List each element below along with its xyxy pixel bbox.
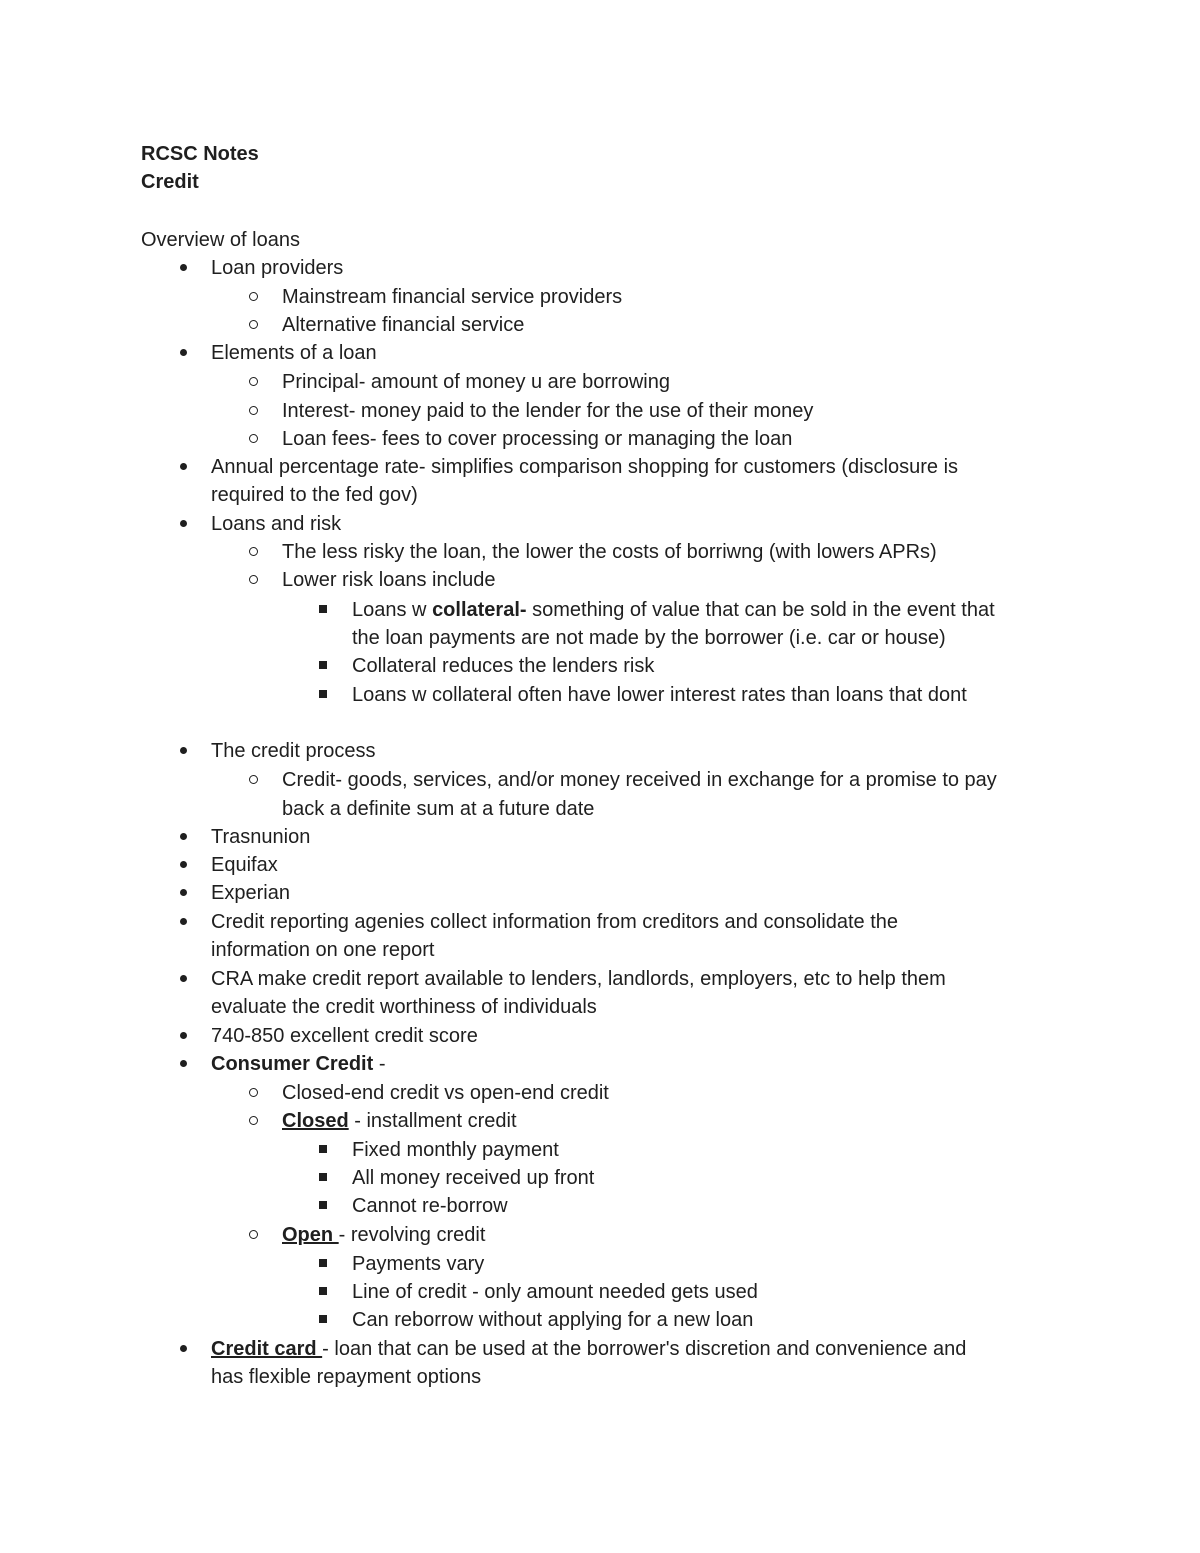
bullet-dot-icon [173,254,193,282]
bullet-dot-icon [173,879,193,907]
bullet-circle-icon [243,368,263,396]
bullet-dot-icon [173,737,193,765]
text-run: - installment credit [348,1110,517,1132]
list-item-continuation: required to the fed gov) [211,484,418,506]
bullet-dot-icon [173,1335,193,1363]
list-item: Fixed monthly payment [352,1139,559,1161]
bullet-square-icon [313,1278,333,1306]
section-heading: Overview of loans [141,229,300,251]
list-item-continuation: has flexible repayment options [211,1366,482,1388]
list-item: 740-850 excellent credit score [211,1025,478,1047]
text-run: - revolving credit [338,1224,486,1246]
list-item [282,1221,485,1249]
bullet-dot-icon [173,339,193,367]
list-item [282,1107,517,1135]
bullet-circle-icon [243,1221,263,1249]
bullet-square-icon [313,1306,333,1334]
text-run: something of value that can be sold in the event that [526,599,995,621]
bullet-circle-icon [243,1107,263,1135]
bullet-square-icon [313,1164,333,1192]
term-closed: Closed [282,1110,349,1132]
bullet-dot-icon [173,908,193,936]
bullet-dot-icon [173,453,193,481]
list-item [211,1050,385,1078]
list-item: Credit reporting agenies collect information from creditors and consolidate the [211,911,899,933]
list-item: Trasnunion [211,826,311,848]
list-item: Principal- amount of money u are borrowing [282,371,670,393]
bullet-circle-icon [243,425,263,453]
list-item: Mainstream financial service providers [282,286,623,308]
list-item: Closed-end credit vs open-end credit [282,1082,609,1104]
list-item-continuation: information on one report [211,939,435,961]
list-item: Experian [211,882,290,904]
bullet-circle-icon [243,311,263,339]
list-item: Payments vary [352,1253,485,1275]
bullet-circle-icon [243,1079,263,1107]
list-item: Collateral reduces the lenders risk [352,655,655,677]
bullet-circle-icon [243,566,263,594]
bullet-square-icon [313,1250,333,1278]
list-item: Lower risk loans include [282,569,496,591]
list-item: Elements of a loan [211,342,377,364]
list-item: The less risky the loan, the lower the costs of borriwng (with lowers APRs) [282,541,937,563]
list-item [211,1335,966,1363]
text-run: - [378,1053,386,1075]
list-item: CRA make credit report available to lenders, landlords, employers, etc to help them [211,968,946,990]
doc-subtitle: Credit [141,171,199,193]
list-item-continuation: back a definite sum at a future date [282,798,595,820]
term-credit-card: Credit card [211,1338,323,1360]
bullet-dot-icon [173,965,193,993]
bullet-dot-icon [173,1050,193,1078]
bullet-dot-icon [173,851,193,879]
list-item: The credit process [211,740,376,762]
text-run: - loan that can be used at the borrower's discretion and convenience and [322,1338,967,1360]
list-item: Loan fees- fees to cover processing or managing the loan [282,428,793,450]
list-item-continuation: the loan payments are not made by the borrower (i.e. car or house) [352,627,946,649]
bullet-square-icon [313,1192,333,1220]
bullet-square-icon [313,1136,333,1164]
list-item-continuation: evaluate the credit worthiness of individuals [211,996,597,1018]
list-item: Credit- goods, services, and/or money received in exchange for a promise to pay [282,769,997,791]
list-item: Loans w collateral often have lower interest rates than loans that dont [352,684,967,706]
list-item: Loan providers [211,257,344,279]
bullet-circle-icon [243,766,263,794]
list-item: Annual percentage rate- simplifies comparison shopping for customers (disclosure is [211,456,959,478]
bullet-dot-icon [173,1022,193,1050]
list-item: Can reborrow without applying for a new loan [352,1309,754,1331]
list-item: All money received up front [352,1167,595,1189]
list-item: Line of credit - only amount needed gets used [352,1281,758,1303]
list-item: Alternative financial service [282,314,525,336]
list-item: Interest- money paid to the lender for the use of their money [282,400,814,422]
list-item [352,596,995,624]
bullet-circle-icon [243,538,263,566]
term-open: Open [282,1224,339,1246]
bullet-dot-icon [173,823,193,851]
list-item: Cannot re-borrow [352,1195,508,1217]
doc-title: RCSC Notes [141,143,259,165]
text-run: Loans w [352,599,433,621]
term-consumer-credit: Consumer Credit [211,1053,379,1075]
bullet-square-icon [313,681,333,709]
bullet-circle-icon [243,397,263,425]
list-item: Equifax [211,854,278,876]
bullet-square-icon [313,652,333,680]
bullet-circle-icon [243,283,263,311]
list-item: Loans and risk [211,513,342,535]
bullet-dot-icon [173,510,193,538]
bullet-square-icon [313,596,333,624]
term-collateral: collateral- [432,599,527,621]
